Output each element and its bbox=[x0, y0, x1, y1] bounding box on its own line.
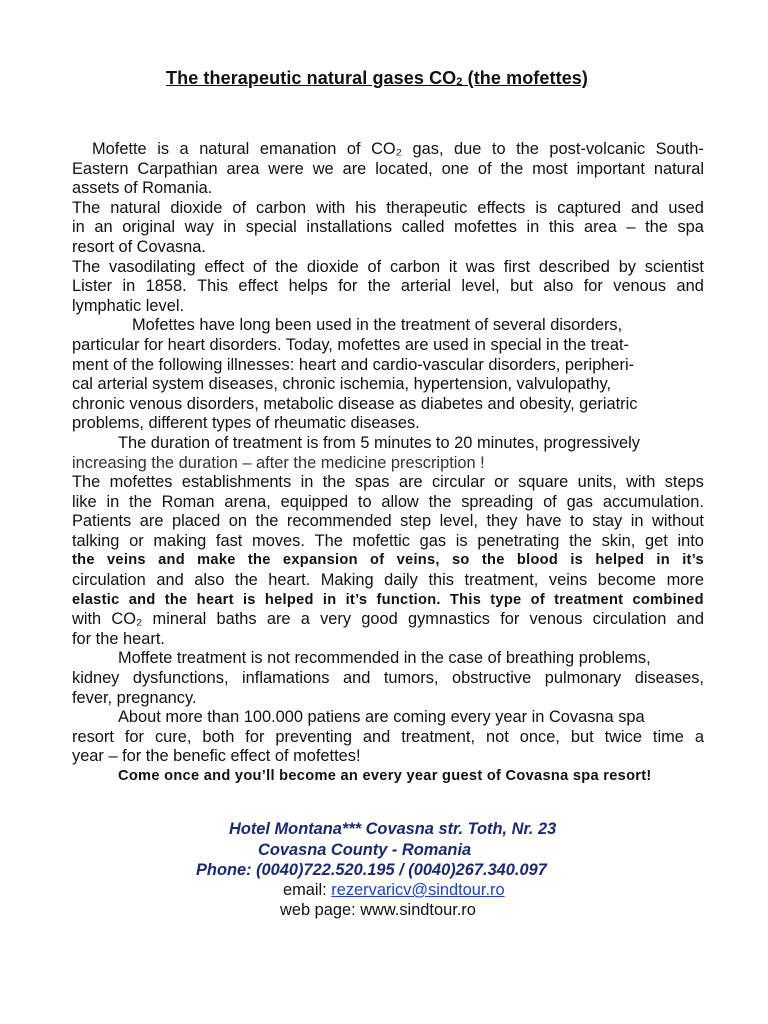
word: effects bbox=[477, 198, 526, 217]
word: and bbox=[342, 669, 371, 688]
text-line: The duration of treatment is from 5 minutes to 20 minutes, progressively bbox=[118, 433, 641, 452]
word: more bbox=[666, 571, 704, 590]
text-line bbox=[72, 277, 704, 297]
document-body bbox=[72, 140, 704, 787]
word: mofettes bbox=[109, 473, 173, 492]
word: of bbox=[367, 257, 382, 276]
word: mofettes bbox=[454, 218, 517, 237]
word: in bbox=[322, 591, 337, 608]
text-line bbox=[72, 571, 704, 591]
text-line: particular for heart disorders. Today, mofettes are used in special in the treat- bbox=[72, 335, 629, 354]
text-line bbox=[72, 728, 704, 748]
word: placed bbox=[171, 512, 221, 531]
word: dysfunctions, bbox=[132, 669, 229, 688]
word: used bbox=[668, 198, 704, 217]
word: kidney bbox=[72, 669, 120, 688]
word: and bbox=[676, 277, 704, 296]
word: this bbox=[428, 571, 454, 590]
word: by bbox=[618, 257, 636, 276]
text-line bbox=[72, 218, 704, 238]
word: gymnastics bbox=[407, 610, 490, 629]
phone-line: Phone: (0040)722.520.195 / (0040)267.340.097 bbox=[196, 861, 547, 879]
word: treatment bbox=[554, 591, 624, 608]
word: his bbox=[355, 198, 377, 217]
document-title bbox=[166, 68, 588, 89]
word: veins bbox=[107, 552, 146, 569]
word: resort bbox=[72, 727, 114, 746]
text-line-bold bbox=[72, 591, 704, 611]
word: equipped bbox=[280, 492, 349, 511]
word: in bbox=[630, 512, 644, 531]
word: for bbox=[583, 277, 603, 296]
word: cure, bbox=[154, 727, 192, 746]
word: have bbox=[525, 512, 562, 531]
word: due bbox=[454, 140, 482, 158]
word: circulation bbox=[72, 571, 146, 590]
word: effect bbox=[204, 257, 245, 276]
word: veins bbox=[548, 571, 588, 590]
word: stay bbox=[592, 512, 623, 531]
word: carbon bbox=[256, 198, 307, 217]
text-line bbox=[72, 512, 704, 532]
word: The bbox=[314, 531, 343, 550]
word: for bbox=[338, 277, 358, 296]
word: they bbox=[486, 512, 518, 531]
text-line: lymphatic level. bbox=[72, 296, 185, 315]
text-line-bold bbox=[72, 551, 704, 571]
word: mineral bbox=[152, 610, 207, 629]
word: important bbox=[576, 159, 645, 178]
email-label: email: bbox=[283, 881, 332, 899]
word: very bbox=[320, 610, 352, 629]
word: circulation bbox=[592, 610, 667, 629]
word: so bbox=[452, 552, 470, 569]
word: of bbox=[477, 159, 492, 178]
word: the bbox=[234, 571, 258, 590]
word: treatment, bbox=[464, 571, 539, 590]
word: captured bbox=[557, 198, 621, 217]
word: of bbox=[543, 492, 557, 511]
word: make bbox=[197, 552, 236, 569]
county-line: Covasna County - Romania bbox=[258, 841, 472, 859]
word: arena, bbox=[224, 492, 271, 511]
word: preventing bbox=[275, 727, 352, 746]
word: the bbox=[428, 492, 452, 511]
word: South- bbox=[655, 140, 704, 158]
word: making bbox=[153, 531, 207, 550]
word: Making bbox=[320, 571, 374, 590]
word: skin, bbox=[601, 531, 636, 550]
word: it bbox=[448, 257, 458, 276]
word: steps bbox=[664, 473, 704, 492]
word: the bbox=[255, 512, 279, 531]
text-line bbox=[72, 532, 704, 552]
text-line bbox=[72, 610, 704, 630]
word: for bbox=[245, 727, 265, 746]
text-line: fever, pregnancy. bbox=[72, 688, 197, 707]
word: recommended bbox=[286, 512, 392, 531]
word: to bbox=[357, 492, 372, 511]
word: but bbox=[570, 727, 594, 746]
word: spreading bbox=[461, 492, 534, 511]
web-page-line: web page: www.sindtour.ro bbox=[280, 901, 476, 919]
word: talking bbox=[72, 531, 120, 550]
word: were bbox=[268, 159, 304, 178]
word: with bbox=[72, 610, 102, 629]
word: with bbox=[316, 198, 346, 217]
word: therapeutic bbox=[386, 198, 468, 217]
word: this bbox=[548, 218, 575, 237]
word: but bbox=[510, 277, 533, 296]
word: heart bbox=[196, 591, 234, 608]
word: and bbox=[362, 727, 391, 746]
word: step bbox=[400, 512, 432, 531]
word: helps bbox=[288, 277, 328, 296]
text-line: assets of Romania. bbox=[72, 179, 213, 198]
word: the bbox=[516, 140, 539, 158]
word: in bbox=[656, 552, 670, 569]
word: spa bbox=[677, 218, 704, 237]
word: in bbox=[106, 492, 120, 511]
text-line: problems, different types of rheumatic diseases. bbox=[72, 414, 420, 433]
word: was bbox=[465, 257, 495, 276]
word: both bbox=[202, 727, 235, 746]
word: for bbox=[500, 610, 520, 629]
word: on bbox=[228, 512, 248, 531]
word: a bbox=[694, 727, 704, 746]
text-line: resort of Covasna. bbox=[72, 237, 206, 256]
word: time bbox=[652, 727, 684, 746]
word: treatment, bbox=[401, 727, 476, 746]
word: also bbox=[194, 571, 225, 590]
word: helped bbox=[264, 591, 314, 608]
word: to bbox=[570, 512, 584, 531]
text-line: Mofettes have long been used in the treatment of several disorders, bbox=[132, 316, 623, 335]
word: the bbox=[367, 277, 391, 296]
word: the bbox=[129, 492, 152, 511]
word: get bbox=[644, 531, 668, 550]
word: we bbox=[312, 159, 334, 178]
text-line: Moffete treatment is not recommended in the case of breathing problems, bbox=[118, 649, 651, 668]
text-line: for the heart. bbox=[72, 629, 165, 648]
text-line: chronic venous disorders, metabolic disease as diabetes and obesity, geriatric bbox=[72, 394, 638, 413]
word: effect bbox=[238, 277, 279, 296]
word: and bbox=[676, 610, 704, 629]
word: daily bbox=[384, 571, 418, 590]
word: – bbox=[626, 218, 636, 237]
word: a bbox=[300, 610, 310, 629]
word: veins, bbox=[396, 552, 440, 569]
word: vasodilating bbox=[109, 257, 196, 276]
word: mofettic bbox=[352, 531, 410, 550]
text-line: year – for the benefic effect of mofettes! bbox=[72, 747, 361, 766]
word: most bbox=[532, 159, 568, 178]
word: is bbox=[570, 552, 584, 569]
hotel-address: Hotel Montana*** Covasna str. Toth, Nr. 23 bbox=[229, 820, 557, 838]
word: the bbox=[645, 218, 668, 237]
word: it’s bbox=[682, 552, 704, 569]
word: establishments bbox=[181, 473, 292, 492]
word: Roman bbox=[161, 492, 215, 511]
word: way bbox=[184, 218, 214, 237]
word: without bbox=[652, 512, 704, 531]
word: original bbox=[122, 218, 176, 237]
word: moves. bbox=[252, 531, 305, 550]
word: also bbox=[543, 277, 574, 296]
word: the bbox=[481, 552, 505, 569]
word: post-volcanic bbox=[549, 140, 646, 158]
word: and bbox=[158, 552, 185, 569]
word: are bbox=[398, 473, 423, 492]
word: good bbox=[361, 610, 398, 629]
word: 1858. bbox=[145, 277, 187, 296]
word: tumors, bbox=[383, 669, 439, 688]
word: special bbox=[245, 218, 297, 237]
word: pulmonary bbox=[544, 669, 622, 688]
text-line: cal arterial system diseases, chronic ischemia, hypertension, valvulopathy, bbox=[72, 375, 612, 394]
word: the bbox=[322, 473, 346, 492]
word: first bbox=[503, 257, 531, 276]
word: penetrating bbox=[477, 531, 560, 550]
word: Lister bbox=[72, 277, 113, 296]
text-line bbox=[72, 473, 704, 493]
text-line: increasing the duration – after the medicine prescription ! bbox=[72, 453, 485, 472]
word: type bbox=[490, 591, 522, 608]
word: is bbox=[455, 531, 468, 550]
word: Carpathian bbox=[137, 159, 218, 178]
word: with bbox=[626, 473, 656, 492]
word: baths bbox=[216, 610, 257, 629]
word: emanation bbox=[259, 140, 337, 158]
word: circular bbox=[431, 473, 485, 492]
word: carbon bbox=[389, 257, 441, 276]
word: in bbox=[72, 218, 85, 237]
text-line bbox=[72, 258, 704, 278]
word: function. bbox=[376, 591, 441, 608]
word: into bbox=[677, 531, 704, 550]
word: a bbox=[179, 140, 189, 158]
word: units, bbox=[577, 473, 617, 492]
word: fast bbox=[215, 531, 243, 550]
title-text-end: (the mofettes) bbox=[462, 68, 589, 88]
word: are bbox=[139, 512, 164, 531]
word: in bbox=[300, 473, 314, 492]
word: square bbox=[518, 473, 569, 492]
word: it’s bbox=[345, 591, 368, 608]
word: allow bbox=[381, 492, 419, 511]
word: are bbox=[266, 610, 291, 629]
word: obstructive bbox=[451, 669, 532, 688]
word: the bbox=[247, 552, 271, 569]
word: or bbox=[129, 531, 144, 550]
word: is bbox=[242, 591, 256, 608]
word: of bbox=[530, 591, 545, 608]
word: helped bbox=[595, 552, 645, 569]
word: called bbox=[401, 218, 445, 237]
text-line bbox=[72, 160, 704, 180]
word: The bbox=[72, 473, 101, 492]
word: Patients bbox=[72, 512, 132, 531]
word: dioxide bbox=[306, 257, 359, 276]
word: This bbox=[197, 277, 229, 296]
word: or bbox=[494, 473, 509, 492]
word: Eastern bbox=[72, 159, 129, 178]
word: is bbox=[535, 198, 548, 217]
word: twice bbox=[604, 727, 642, 746]
word: diseases, bbox=[634, 669, 704, 688]
word: area bbox=[583, 218, 617, 237]
word: accumulation. bbox=[602, 492, 704, 511]
word: natural bbox=[653, 159, 704, 178]
word: The bbox=[72, 198, 101, 217]
closing-slogan: Come once and you’ll become an every year guest of Covasna spa resort! bbox=[118, 768, 652, 784]
word: and bbox=[156, 571, 184, 590]
word: scientist bbox=[644, 257, 704, 276]
word: for bbox=[124, 727, 145, 746]
text-line bbox=[72, 669, 704, 689]
word: the bbox=[569, 531, 592, 550]
word: arterial bbox=[400, 277, 452, 296]
text-line: ment of the following illnesses: heart and cardio-vascular disorders, peripheri- bbox=[72, 355, 635, 374]
title-text: The therapeutic natural gases CO bbox=[166, 68, 457, 88]
word: in bbox=[223, 218, 237, 237]
title-subscript: 2 bbox=[456, 76, 463, 88]
word: elastic bbox=[72, 591, 120, 608]
word: and bbox=[128, 591, 156, 608]
email-line bbox=[283, 881, 505, 900]
word: the bbox=[275, 257, 299, 276]
word: of bbox=[370, 552, 385, 569]
word: are bbox=[342, 159, 367, 178]
word: dioxide bbox=[170, 198, 223, 217]
word: not bbox=[486, 727, 509, 746]
word: installations bbox=[306, 218, 393, 237]
word: of bbox=[252, 257, 267, 276]
word: once, bbox=[519, 727, 560, 746]
word: in bbox=[526, 218, 540, 237]
word: gas, bbox=[412, 140, 444, 158]
text-line bbox=[72, 140, 704, 160]
word: gas bbox=[566, 492, 593, 511]
word: natural bbox=[110, 198, 161, 217]
word: expansion bbox=[282, 552, 358, 569]
word: is bbox=[157, 140, 170, 158]
text-line bbox=[72, 493, 704, 513]
text-line: About more than 100.000 patiens are coming every year in Covasna spa bbox=[118, 708, 645, 727]
word: combined bbox=[632, 591, 704, 608]
word: an bbox=[94, 218, 113, 237]
word: gas bbox=[419, 531, 447, 550]
word: located, bbox=[375, 159, 433, 178]
word: venous bbox=[529, 610, 583, 629]
word: level, bbox=[461, 277, 500, 296]
word: This bbox=[449, 591, 482, 608]
word: spas bbox=[354, 473, 390, 492]
email-link[interactable]: rezervaricv@sindtour.ro bbox=[331, 881, 505, 899]
word: of bbox=[346, 140, 361, 158]
word: become bbox=[597, 571, 657, 590]
word: and bbox=[630, 198, 659, 217]
word: area bbox=[226, 159, 260, 178]
word: the bbox=[164, 591, 188, 608]
word: CO₂ bbox=[111, 610, 143, 629]
word: level, bbox=[439, 512, 478, 531]
word: in bbox=[122, 277, 136, 296]
word: The bbox=[72, 257, 101, 276]
word: to bbox=[491, 140, 506, 158]
word: natural bbox=[199, 140, 250, 158]
word: like bbox=[72, 492, 97, 511]
word: blood bbox=[516, 552, 559, 569]
word: venous bbox=[613, 277, 667, 296]
word: CO₂ bbox=[371, 140, 403, 158]
word: Mofette bbox=[92, 140, 147, 158]
word: inflamations bbox=[242, 669, 330, 688]
word: the bbox=[72, 552, 95, 569]
word: the bbox=[500, 159, 524, 178]
word: of bbox=[232, 198, 246, 217]
text-line bbox=[72, 199, 704, 219]
word: one bbox=[441, 159, 469, 178]
word: described bbox=[538, 257, 610, 276]
word: heart. bbox=[268, 571, 311, 590]
